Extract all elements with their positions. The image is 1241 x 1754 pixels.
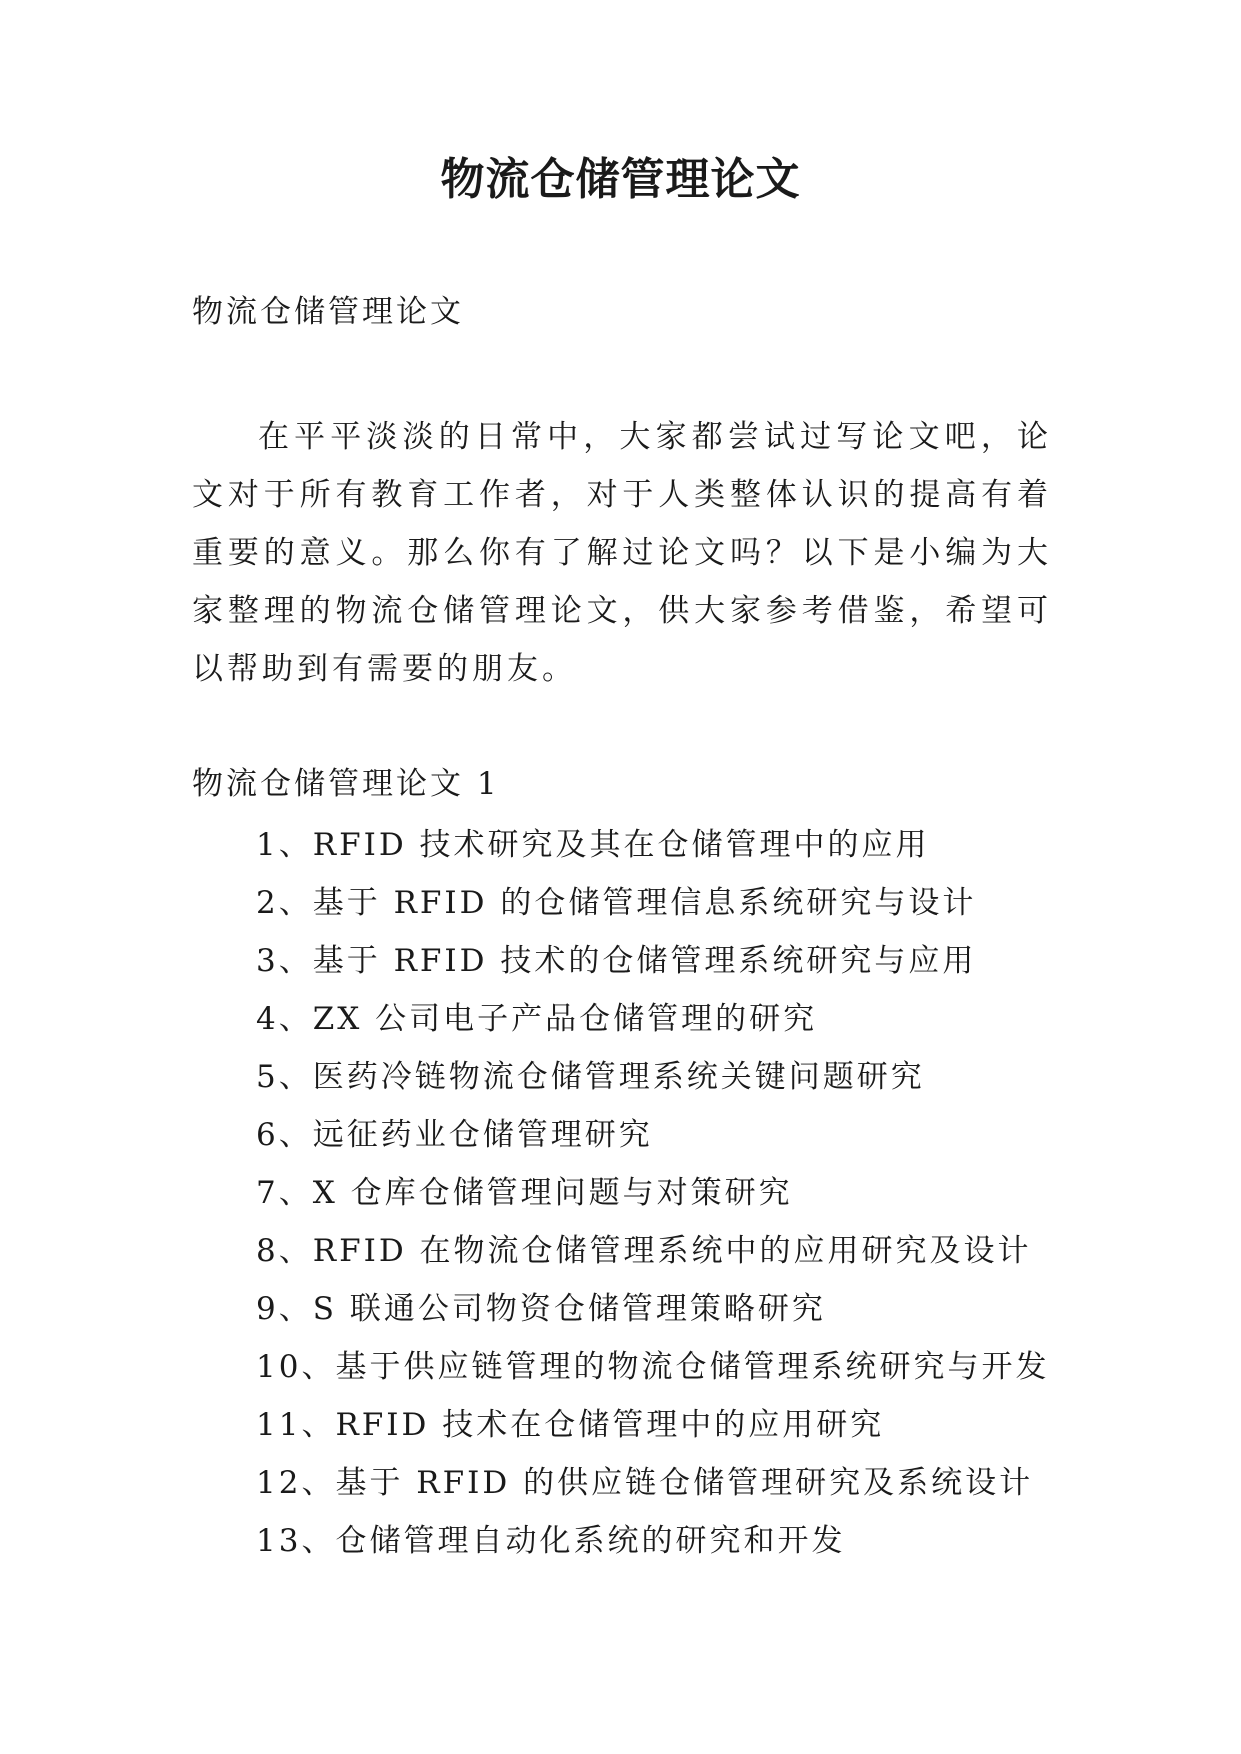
list-item: 1、RFID 技术研究及其在仓储管理中的应用 — [256, 827, 930, 863]
list-item: 2、基于 RFID 的仓储管理信息系统研究与设计 — [256, 885, 977, 921]
list-item: 13、仓储管理自动化系统的研究和开发 — [256, 1523, 846, 1559]
list-item: 8、RFID 在物流仓储管理系统中的应用研究及设计 — [256, 1233, 1032, 1269]
section-heading: 物流仓储管理论文 1 — [192, 766, 500, 802]
list-item: 6、远征药业仓储管理研究 — [256, 1117, 653, 1153]
list-item: 10、基于供应链管理的物流仓储管理系统研究与开发 — [256, 1349, 1050, 1385]
intro-paragraph: 在平平淡淡的日常中，大家都尝试过写论文吧，论文对于所有教育工作者，对于人类整体认识的提高有着重要的意义。那么你有了解过论文吗？以下是小编为大家整理的物流仓储管理论文，供大家参考借鉴，希望可以帮助到有需要的朋友。 — [192, 419, 1052, 687]
list-item: 11、RFID 技术在仓储管理中的应用研究 — [256, 1407, 885, 1443]
list-item: 3、基于 RFID 技术的仓储管理系统研究与应用 — [256, 943, 977, 979]
topic-list — [256, 816, 1049, 1570]
document-title: 物流仓储管理论文 — [440, 154, 801, 205]
list-item: 5、医药冷链物流仓储管理系统关键问题研究 — [256, 1059, 925, 1095]
list-item: 12、基于 RFID 的供应链仓储管理研究及系统设计 — [256, 1465, 1034, 1501]
document-subtitle: 物流仓储管理论文 — [192, 294, 464, 330]
list-item: 7、X 仓库仓储管理问题与对策研究 — [256, 1175, 793, 1211]
list-item: 9、S 联通公司物资仓储管理策略研究 — [256, 1291, 826, 1327]
list-item: 4、ZX 公司电子产品仓储管理的研究 — [256, 1001, 818, 1037]
